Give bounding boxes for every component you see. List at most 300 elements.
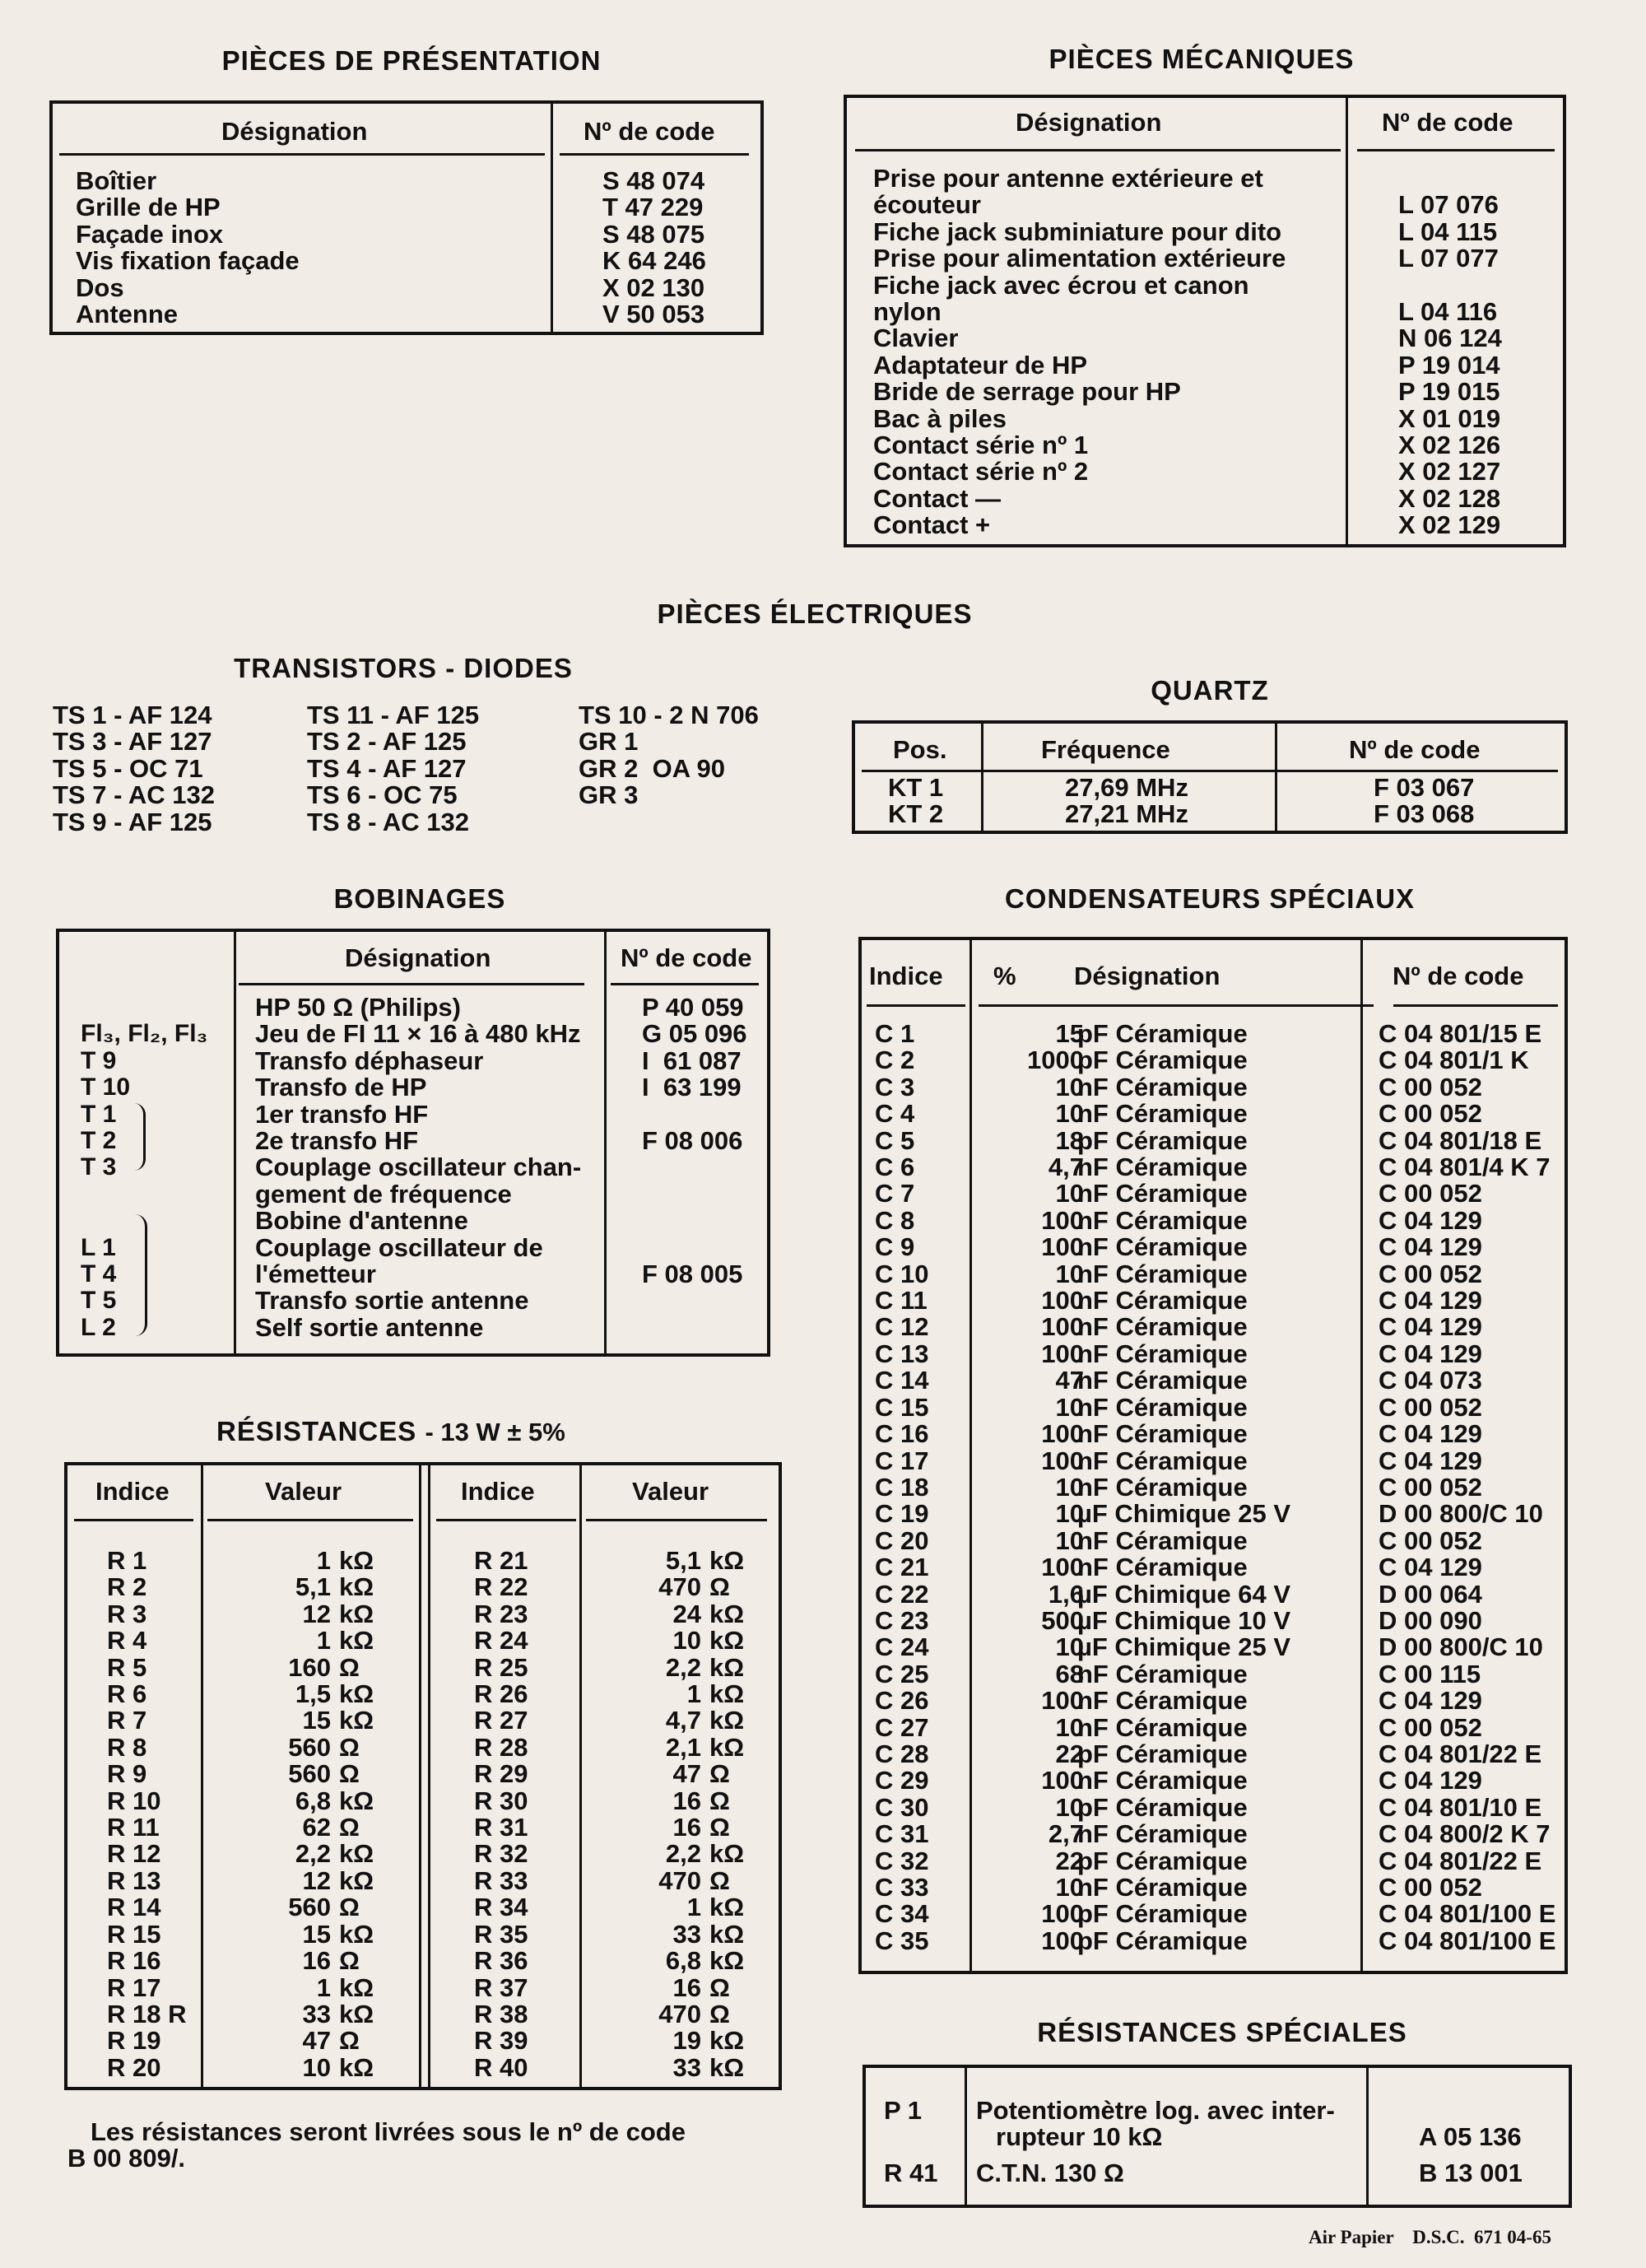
resistance-index: R 3 xyxy=(107,1599,147,1628)
resistance-unit: Ω xyxy=(339,1893,360,1922)
condensateur-value: 2,7 xyxy=(1048,1819,1084,1849)
condensateur-index: C 35 xyxy=(875,1926,929,1955)
resistance-value: 1 xyxy=(316,1972,331,2002)
resistance-index: R 35 xyxy=(474,1919,528,1949)
condensateur-index: C 25 xyxy=(875,1659,929,1688)
resistance-value: 15 xyxy=(302,1706,331,1735)
presentation-header-code: Nº de code xyxy=(584,117,715,146)
condensateur-value: 10 xyxy=(1055,1873,1084,1902)
condensateur-designation: nF Céramique xyxy=(1077,1419,1248,1449)
condensateur-value: 100 xyxy=(1041,1899,1084,1929)
resistance-index: R 34 xyxy=(474,1893,528,1922)
condensateur-index: C 31 xyxy=(875,1819,929,1849)
resistance-value: 33 xyxy=(672,2052,701,2082)
resistance-unit: kΩ xyxy=(339,1839,374,1869)
bobinage-item: Transfo sortie antenne xyxy=(255,1286,529,1316)
mecaniques-header-rule xyxy=(855,149,1341,151)
bobinages-brace-1 xyxy=(133,1103,146,1171)
presentation-table xyxy=(49,100,764,335)
transistor-entry: TS 11 - AF 125 xyxy=(307,701,480,729)
condensateur-designation: nF Céramique xyxy=(1077,1712,1248,1742)
transistor-entry: TS 2 - AF 125 xyxy=(307,727,467,757)
speciales-r41-desig: C.T.N. 130 Ω xyxy=(976,2159,1124,2187)
resistance-unit: kΩ xyxy=(709,1732,745,1762)
resistance-index: R 5 xyxy=(107,1652,147,1682)
mecaniques-item: Prise pour antenne extérieure et xyxy=(873,164,1263,193)
condensateur-designation: pF Céramique xyxy=(1077,1846,1248,1875)
mecaniques-code: L 04 116 xyxy=(1398,297,1498,327)
mecaniques-code: L 07 077 xyxy=(1398,244,1499,273)
resistance-unit: kΩ xyxy=(709,1919,745,1949)
presentation-divider xyxy=(551,104,553,332)
res-divider-3 xyxy=(428,1465,430,2087)
condensateur-value: 10 xyxy=(1055,1632,1084,1662)
condensateur-code: C 04 129 xyxy=(1379,1232,1482,1262)
bobinage-ref: L 2 xyxy=(81,1313,116,1341)
bobinage-item: Couplage oscillateur de xyxy=(255,1232,543,1262)
resistance-value: 1,5 xyxy=(295,1679,331,1709)
transistor-entry: TS 6 - OC 75 xyxy=(307,780,458,810)
condensateur-code: C 04 129 xyxy=(1379,1766,1482,1795)
condensateur-designation: nF Céramique xyxy=(1077,1766,1248,1795)
speciales-p1-code: A 05 136 xyxy=(1419,2122,1522,2151)
condensateur-designation: nF Céramique xyxy=(1077,1873,1248,1902)
condensateur-value: 22 xyxy=(1055,1739,1084,1768)
cond-header-code: Nº de code xyxy=(1393,962,1524,990)
bobinage-ref: T 10 xyxy=(81,1073,131,1101)
condensateur-value: 10 xyxy=(1055,1259,1084,1288)
resistance-index: R 12 xyxy=(107,1839,161,1869)
res-left-values xyxy=(216,1548,331,2081)
presentation-item: Grille de HP xyxy=(76,193,221,222)
condensateur-index: C 23 xyxy=(875,1605,929,1635)
condensateur-designation: nF Céramique xyxy=(1077,1525,1248,1555)
mecaniques-item: Contact série nº 1 xyxy=(873,431,1089,460)
mecaniques-item: Bride de serrage pour HP xyxy=(873,377,1181,407)
bobinage-code: I 63 199 xyxy=(642,1073,742,1102)
transistor-entry: TS 10 - 2 N 706 xyxy=(579,701,759,729)
bobinage-ref: T 4 xyxy=(81,1260,117,1288)
quartz-freq: 27,21 MHz xyxy=(1065,799,1188,829)
resistance-unit: kΩ xyxy=(339,1706,374,1735)
quartz-code: F 03 068 xyxy=(1374,799,1475,829)
condensateur-index: C 33 xyxy=(875,1873,929,1902)
mecaniques-code xyxy=(1398,272,1502,299)
condensateur-designation: nF Céramique xyxy=(1077,1472,1248,1502)
cond-header-indice: Indice xyxy=(869,962,943,990)
resistance-index: R 26 xyxy=(474,1679,528,1709)
res-header-indice-left: Indice xyxy=(95,1477,170,1506)
condensateur-code: C 04 129 xyxy=(1379,1446,1482,1475)
condensateur-value: 10 xyxy=(1055,1525,1084,1555)
condensateur-designation: nF Céramique xyxy=(1077,1312,1248,1342)
resistance-unit: kΩ xyxy=(339,1626,374,1656)
resistance-value: 16 xyxy=(672,1813,701,1842)
resistance-index: R 23 xyxy=(474,1599,528,1628)
resistance-index: R 22 xyxy=(474,1572,528,1602)
presentation-item: Antenne xyxy=(76,300,178,329)
transistor-entry: TS 1 - AF 124 xyxy=(53,701,212,729)
quartz-positions xyxy=(888,775,943,828)
resistance-index: R 31 xyxy=(474,1813,528,1842)
condensateur-code: C 00 052 xyxy=(1379,1392,1482,1422)
bobinage-code xyxy=(642,1181,747,1208)
condensateur-designation: µF Chimique 64 V xyxy=(1077,1579,1291,1609)
speciales-p1-index: P 1 xyxy=(884,2096,922,2125)
presentation-item: Façade inox xyxy=(76,219,224,249)
bobinage-code xyxy=(642,1208,747,1234)
resistance-value: 1 xyxy=(686,1679,701,1709)
bobinage-item: 1er transfo HF xyxy=(255,1099,429,1129)
transistor-entry: GR 1 xyxy=(579,727,639,757)
resistance-index: R 8 xyxy=(107,1732,147,1762)
resistance-index: R 39 xyxy=(474,2026,528,2056)
cond-header-rule-3 xyxy=(1393,1004,1558,1007)
condensateur-value: 100 xyxy=(1041,1339,1084,1368)
condensateur-code: C 00 052 xyxy=(1379,1259,1482,1288)
condensateur-code: C 00 052 xyxy=(1379,1525,1482,1555)
resistance-unit: kΩ xyxy=(339,1972,374,2002)
transistors-column-2 xyxy=(307,702,479,836)
resistances-title-text: RÉSISTANCES xyxy=(216,1416,417,1446)
condensateur-value: 100 xyxy=(1041,1926,1084,1955)
bobinage-ref: Fl₃, Fl₂, Fl₃ xyxy=(81,1020,208,1048)
resistance-index: R 14 xyxy=(107,1893,161,1922)
condensateur-value: 100 xyxy=(1041,1286,1084,1316)
resistance-unit: Ω xyxy=(339,1732,360,1762)
condensateur-code: C 04 073 xyxy=(1379,1366,1482,1395)
presentation-code: K 64 246 xyxy=(602,246,706,276)
resistance-unit: kΩ xyxy=(709,1679,745,1709)
resistance-unit: kΩ xyxy=(709,1599,745,1628)
bobinages-items xyxy=(255,994,581,1341)
resistance-value: 10 xyxy=(672,1626,701,1656)
mecaniques-code: X 02 129 xyxy=(1398,510,1501,540)
condensateur-designation: nF Céramique xyxy=(1077,1259,1248,1288)
cond-values xyxy=(960,1021,1084,1954)
bobinages-brace-2 xyxy=(135,1214,147,1336)
bobinage-code xyxy=(642,1101,747,1128)
bobinage-code xyxy=(642,1288,747,1314)
condensateur-value: 47 xyxy=(1055,1366,1084,1395)
res-right-units xyxy=(709,1548,744,2081)
resistance-index: R 16 xyxy=(107,1946,161,1976)
condensateur-code: C 00 052 xyxy=(1379,1712,1482,1742)
resistance-index: R 21 xyxy=(474,1546,528,1575)
condensateur-designation: pF Céramique xyxy=(1077,1046,1248,1075)
cond-header-pct: % xyxy=(993,962,1016,990)
mecaniques-header-rule-code xyxy=(1357,149,1555,151)
presentation-code: V 50 053 xyxy=(602,300,705,329)
condensateur-designation: nF Céramique xyxy=(1077,1366,1248,1395)
presentation-code: X 02 130 xyxy=(602,272,705,302)
resistance-index: R 19 xyxy=(107,2026,161,2056)
mecaniques-title: PIÈCES MÉCANIQUES xyxy=(1049,44,1355,74)
condensateur-index: C 13 xyxy=(875,1339,929,1368)
condensateur-code: D 00 064 xyxy=(1379,1579,1482,1609)
presentation-header-rule-code xyxy=(560,153,749,156)
condensateur-index: C 2 xyxy=(875,1046,915,1075)
condensateurs-title: CONDENSATEURS SPÉCIAUX xyxy=(1004,883,1416,914)
quartz-header-rule xyxy=(862,770,1558,772)
cond-codes xyxy=(1379,1021,1555,1954)
res-header-valeur-left: Valeur xyxy=(265,1477,342,1506)
mecaniques-item: Contact + xyxy=(873,510,991,540)
presentation-items xyxy=(76,168,300,328)
condensateur-value: 1000 xyxy=(1027,1046,1084,1075)
condensateur-index: C 8 xyxy=(875,1205,915,1235)
res-divider-2 xyxy=(419,1465,421,2087)
condensateur-designation: pF Céramique xyxy=(1077,1899,1248,1929)
condensateur-designation: nF Céramique xyxy=(1077,1339,1248,1368)
mecaniques-codes xyxy=(1398,165,1502,539)
condensateur-designation: nF Céramique xyxy=(1077,1179,1248,1209)
quartz-title: QUARTZ xyxy=(1151,675,1269,706)
resistances-subtitle: - 13 W ± 5% xyxy=(425,1418,565,1446)
presentation-title: PIÈCES DE PRÉSENTATION xyxy=(221,45,602,76)
resistance-index: R 30 xyxy=(474,1786,528,1815)
condensateur-value: 100 xyxy=(1041,1232,1084,1262)
bobinage-item: 2e transfo HF xyxy=(255,1126,419,1156)
condensateur-code: C 00 052 xyxy=(1379,1099,1482,1129)
resistance-value: 2,1 xyxy=(665,1732,701,1762)
res-right-indices xyxy=(474,1548,528,2081)
presentation-item: Dos xyxy=(76,272,124,302)
condensateur-value: 1,6 xyxy=(1048,1579,1084,1609)
bobinage-item: Couplage oscillateur chan- xyxy=(255,1153,582,1182)
mecaniques-code: X 01 019 xyxy=(1398,403,1501,433)
bobinage-code: I 61 087 xyxy=(642,1046,742,1075)
transistor-entry: TS 8 - AC 132 xyxy=(307,807,469,836)
speciales-title: RÉSISTANCES SPÉCIALES xyxy=(1037,2017,1407,2047)
resistance-value: 5,1 xyxy=(295,1572,331,1602)
resistance-unit: Ω xyxy=(709,1999,730,2028)
condensateur-code: D 00 800/C 10 xyxy=(1379,1499,1543,1529)
resistance-value: 16 xyxy=(672,1786,701,1815)
presentation-header-rule xyxy=(59,153,545,156)
resistances-title xyxy=(216,1416,565,1447)
resistance-unit: Ω xyxy=(709,1813,730,1842)
condensateur-index: C 29 xyxy=(875,1766,929,1795)
quartz-divider-2 xyxy=(1275,724,1277,831)
bobinage-item: Jeu de FI 11 × 16 à 480 kHz xyxy=(255,1019,581,1049)
condensateur-index: C 18 xyxy=(875,1472,929,1502)
bobinages-codes xyxy=(642,994,747,1341)
condensateur-code: C 00 052 xyxy=(1379,1472,1482,1502)
condensateur-code: C 04 129 xyxy=(1379,1286,1482,1316)
bobinages-header-designation: Désignation xyxy=(345,943,491,972)
resistance-unit: Ω xyxy=(709,1786,730,1815)
resistance-index: R 6 xyxy=(107,1679,147,1709)
quartz-divider-1 xyxy=(981,724,983,831)
condensateur-designation: nF Céramique xyxy=(1077,1286,1248,1316)
condensateur-index: C 16 xyxy=(875,1419,929,1449)
resistance-index: R 7 xyxy=(107,1706,147,1735)
transistor-entry: TS 3 - AF 127 xyxy=(53,727,212,757)
condensateur-code: C 04 801/1 K xyxy=(1379,1046,1529,1075)
resistance-value: 12 xyxy=(302,1865,331,1895)
condensateur-code: C 04 801/100 E xyxy=(1379,1899,1556,1929)
mecaniques-item: nylon xyxy=(873,297,942,327)
resistance-index: R 15 xyxy=(107,1919,161,1949)
bobinages-table xyxy=(56,929,770,1357)
speciales-p1-line1: Potentiomètre log. avec inter- xyxy=(976,2096,1335,2125)
resistance-value: 560 xyxy=(288,1732,331,1762)
condensateur-code: C 04 801/10 E xyxy=(1379,1792,1542,1822)
resistance-value: 16 xyxy=(672,1972,701,2002)
resistances-note-line1: Les résistances seront livrées sous le nº de code xyxy=(91,2117,686,2146)
condensateur-code: C 04 129 xyxy=(1379,1419,1482,1449)
cond-header-rule-1 xyxy=(867,1004,965,1007)
mecaniques-divider xyxy=(1346,98,1348,544)
condensateur-code: C 04 801/18 E xyxy=(1379,1125,1542,1155)
condensateur-value: 10 xyxy=(1055,1099,1084,1129)
resistance-unit: kΩ xyxy=(339,1786,374,1815)
transistor-entry: TS 9 - AF 125 xyxy=(53,807,212,836)
resistance-index: R 2 xyxy=(107,1572,147,1602)
resistance-unit: kΩ xyxy=(339,1865,374,1895)
condensateur-designation: nF Céramique xyxy=(1077,1686,1248,1716)
resistance-value: 47 xyxy=(672,1759,701,1789)
res-header-valeur-right: Valeur xyxy=(632,1477,709,1506)
cond-divider-2 xyxy=(1360,940,1363,1971)
condensateur-index: C 27 xyxy=(875,1712,929,1742)
resistance-value: 560 xyxy=(288,1759,331,1789)
condensateur-index: C 6 xyxy=(875,1153,915,1182)
condensateurs-table xyxy=(858,937,1568,1974)
condensateur-index: C 24 xyxy=(875,1632,929,1662)
resistance-unit: kΩ xyxy=(709,2052,745,2082)
mecaniques-item: Bac à piles xyxy=(873,403,1007,433)
presentation-code: S 48 075 xyxy=(602,219,705,249)
transistors-title: TRANSISTORS - DIODES xyxy=(234,653,573,683)
resistance-value: 160 xyxy=(288,1652,331,1682)
mecaniques-item: Prise pour alimentation extérieure xyxy=(873,244,1286,273)
condensateur-value: 22 xyxy=(1055,1846,1084,1875)
resistance-value: 6,8 xyxy=(295,1786,331,1815)
bobinage-ref: T 2 xyxy=(81,1127,117,1155)
resistance-value: 15 xyxy=(302,1919,331,1949)
quartz-code: F 03 067 xyxy=(1374,773,1475,802)
bobinage-code: F 08 005 xyxy=(642,1260,743,1289)
cond-header-designation: Désignation xyxy=(1074,962,1221,990)
bobinage-item: l'émetteur xyxy=(255,1260,376,1289)
mecaniques-code: X 02 128 xyxy=(1398,483,1501,513)
condensateur-value: 100 xyxy=(1041,1419,1084,1449)
condensateur-index: C 21 xyxy=(875,1553,929,1582)
cond-designations xyxy=(1077,1021,1290,1954)
condensateur-designation: nF Céramique xyxy=(1077,1205,1248,1235)
condensateur-value: 15 xyxy=(1055,1019,1084,1048)
bobinages-title: BOBINAGES xyxy=(333,883,506,914)
condensateur-index: C 20 xyxy=(875,1525,929,1555)
resistance-unit: Ω xyxy=(339,2026,360,2056)
condensateur-code: C 04 129 xyxy=(1379,1686,1482,1716)
resistance-unit: Ω xyxy=(709,1865,730,1895)
condensateur-designation: nF Céramique xyxy=(1077,1153,1248,1182)
condensateur-designation: nF Céramique xyxy=(1077,1553,1248,1582)
resistance-value: 24 xyxy=(672,1599,701,1628)
res-header-rule-2 xyxy=(207,1519,413,1521)
transistor-entry: TS 7 - AC 132 xyxy=(53,780,215,810)
resistance-unit: kΩ xyxy=(709,1546,745,1575)
res-header-rule-1 xyxy=(74,1519,193,1521)
resistance-index: R 38 xyxy=(474,1999,528,2028)
resistance-value: 2,2 xyxy=(665,1652,701,1682)
resistance-index: R 4 xyxy=(107,1626,147,1656)
condensateur-value: 18 xyxy=(1055,1125,1084,1155)
bobinage-ref xyxy=(81,1181,207,1208)
condensateur-designation: pF Céramique xyxy=(1077,1019,1248,1048)
condensateur-value: 100 xyxy=(1041,1205,1084,1235)
mecaniques-item: Fiche jack subminiature pour dito xyxy=(873,217,1282,246)
condensateur-designation: pF Céramique xyxy=(1077,1926,1248,1955)
resistance-unit: Ω xyxy=(339,1946,360,1976)
resistance-unit: kΩ xyxy=(709,2026,745,2056)
condensateur-code: C 00 115 xyxy=(1379,1659,1481,1688)
condensateur-index: C 3 xyxy=(875,1072,915,1101)
condensateur-code: C 04 800/2 K 7 xyxy=(1379,1819,1551,1849)
condensateur-designation: nF Céramique xyxy=(1077,1446,1248,1475)
bobinages-divider-1 xyxy=(234,932,236,1353)
quartz-frequencies xyxy=(1024,775,1230,828)
condensateur-value: 100 xyxy=(1041,1312,1084,1342)
resistance-index: R 32 xyxy=(474,1839,528,1869)
resistance-unit: kΩ xyxy=(709,1652,745,1682)
bobinage-code: F 08 006 xyxy=(642,1126,743,1156)
mecaniques-item: écouteur xyxy=(873,190,981,220)
resistance-unit: kΩ xyxy=(709,1839,745,1869)
condensateur-code: C 04 129 xyxy=(1379,1553,1482,1582)
resistance-index: R 28 xyxy=(474,1732,528,1762)
mecaniques-header-designation: Désignation xyxy=(1016,108,1162,137)
condensateur-designation: pF Céramique xyxy=(1077,1125,1248,1155)
condensateur-index: C 19 xyxy=(875,1499,929,1529)
res-left-units xyxy=(339,1548,374,2081)
resistance-index: R 33 xyxy=(474,1865,528,1895)
condensateur-index: C 28 xyxy=(875,1739,929,1768)
bobinage-item: gement de fréquence xyxy=(255,1179,512,1209)
resistance-unit: kΩ xyxy=(339,1679,374,1709)
res-header-rule-3 xyxy=(436,1519,576,1521)
condensateur-code: C 04 129 xyxy=(1379,1205,1482,1235)
resistance-unit: Ω xyxy=(339,1759,360,1789)
resistance-index: R 20 xyxy=(107,2052,161,2082)
condensateur-value: 100 xyxy=(1041,1553,1084,1582)
resistance-unit: Ω xyxy=(339,1652,360,1682)
transistor-entry: GR 2 OA 90 xyxy=(579,753,726,783)
bobinages-header-rule xyxy=(239,983,584,985)
condensateur-value: 4,7 xyxy=(1048,1153,1084,1182)
resistance-index: R 18 R xyxy=(107,1999,187,2028)
speciales-p1-line2: rupteur 10 kΩ xyxy=(996,2122,1163,2151)
presentation-code: T 47 229 xyxy=(602,193,704,222)
condensateur-index: C 7 xyxy=(875,1179,915,1209)
condensateur-code: C 04 129 xyxy=(1379,1312,1482,1342)
resistance-value: 560 xyxy=(288,1893,331,1922)
resistance-value: 4,7 xyxy=(665,1706,701,1735)
res-divider-1 xyxy=(201,1465,203,2087)
mecaniques-item: Contact série nº 2 xyxy=(873,457,1089,487)
condensateur-index: C 26 xyxy=(875,1686,929,1716)
bobinage-code: G 05 096 xyxy=(642,1019,747,1049)
resistance-unit: kΩ xyxy=(709,1946,745,1976)
quartz-freq: 27,69 MHz xyxy=(1065,773,1188,802)
resistance-index: R 27 xyxy=(474,1706,528,1735)
resistance-value: 19 xyxy=(672,2026,701,2056)
condensateur-value: 68 xyxy=(1055,1659,1084,1688)
resistance-index: R 40 xyxy=(474,2052,528,2082)
